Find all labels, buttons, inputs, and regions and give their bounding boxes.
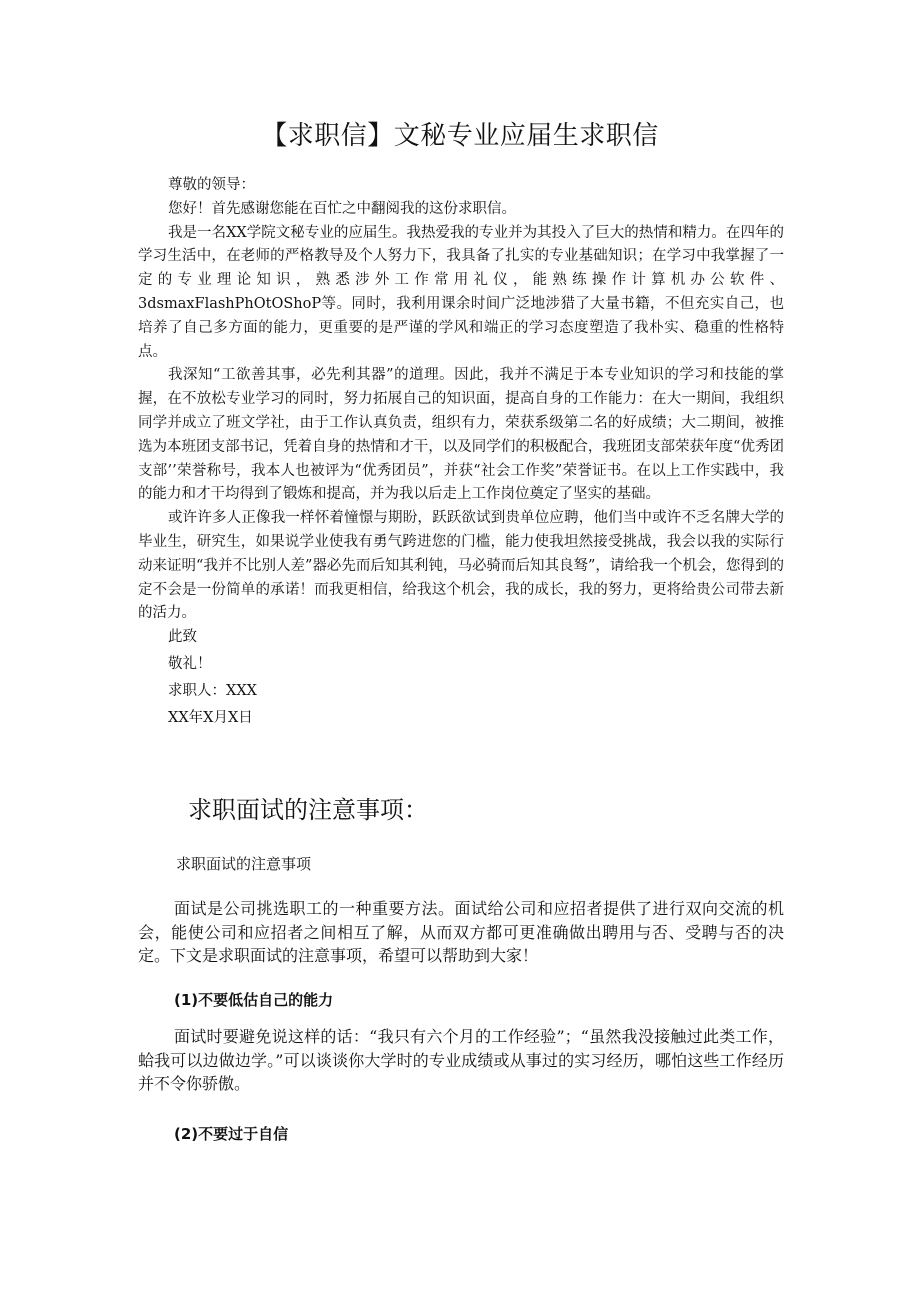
letter-date: XX年X月X日 xyxy=(168,709,253,726)
tip-heading-2: (2)不要过于自信 xyxy=(174,1125,289,1143)
interview-intro-paragraph: 面试是公司挑选职工的一种重要方法。面试给公司和应招者提供了进行双向交流的机会，能使公司和应招者之间相互了解，从而双方都可更准确做出聘用与否、受聘与否的决定。下文是求职面试的注意事项，希望可以帮助到大家！ xyxy=(138,899,784,965)
cover-letter xyxy=(138,174,784,730)
tip-heading-1: (1)不要低估自己的能力 xyxy=(174,991,334,1009)
letter-paragraph-experience: 我深知“工欲善其事，必先利其器”的道理。因此，我并不满足于本专业知识的学习和技能的掌握，在不放松专业学习的同时，努力拓展自己的知识面，提高自身的工作能力：在大一期间，我组织同学并成立了班文学社，由于工作认真负责，组织有力，荣获系级第二名的好成绩；大二期间，被推选为本班团支部书记，凭着自身的热情和才干，以及同学们的积极配合，我班团支部荣获年度“优秀团支部’’荣誉称号，我本人也被评为“优秀团员”，并获“社会工作奖”荣誉证书。在以上工作实践中，我的能力和才干均得到了锻炼和提高，并为我以后走上工作岗位奠定了坚实的基础。 xyxy=(138,367,784,503)
letter-salutation: 尊敬的领导： xyxy=(168,177,255,193)
letter-closing-salute: 敬礼！ xyxy=(168,655,212,672)
interview-section-heading: 求职面试的注意事项： xyxy=(188,796,428,824)
letter-paragraph-request: 或许许多人正像我一样怀着憧憬与期盼，跃跃欲试到贵单位应聘，他们当中或许不乏名牌大学的毕业生，研究生，如果说学业使我有勇气跨进您的门槛，能力使我坦然接受挑战，我会以我的实际行动来证明“我并不比别人差”器必先而后知其利钝，马必骑而后知其良驽”，请给我一个机会，您得到的定不会是一份简单的承诺！而我更相信，给我这个机会，我的成长，我的努力，更将给贵公司带去新的活力。 xyxy=(138,510,784,622)
interview-subheading: 求职面试的注意事项 xyxy=(176,855,312,873)
letter-paragraph-intro: 我是一名XX学院文秘专业的应届生。我热爱我的专业并为其投入了巨大的热情和精力。在四年的学习生活中，在老师的严格教导及个人努力下，我具备了扎实的专业基础知识；在学习中我掌握了一定的专业理论知识，熟悉涉外工作常用礼仪，能熟练操作计算机办公软件、3dsmaxFlashPhOtOShoP等。同时，我利用课余时间广泛地涉猎了大量书籍，不但充实自己，也培养了自己多方面的能力，更重要的是严谨的学风和端正的学习态度塑造了我朴实、稳重的性格特点。 xyxy=(138,224,784,360)
tip-paragraph-1: 面试时要避免说这样的话：“我只有六个月的工作经验”；“虽然我没接触过此类工作，蛤我可以边做边学。”可以谈谈你大学时的专业成绩或从事过的实习经历，哪怕这些工作经历并不令你骄傲。 xyxy=(138,1027,784,1093)
document-title: 【求职信】文秘专业应届生求职信 xyxy=(261,121,659,151)
letter-greeting: 您好！首先感谢您能在百忙之中翻阅我的这份求职信。 xyxy=(168,200,516,217)
letter-signature: 求职人：XXX xyxy=(168,682,257,699)
letter-closing-regards: 此致 xyxy=(168,629,197,646)
